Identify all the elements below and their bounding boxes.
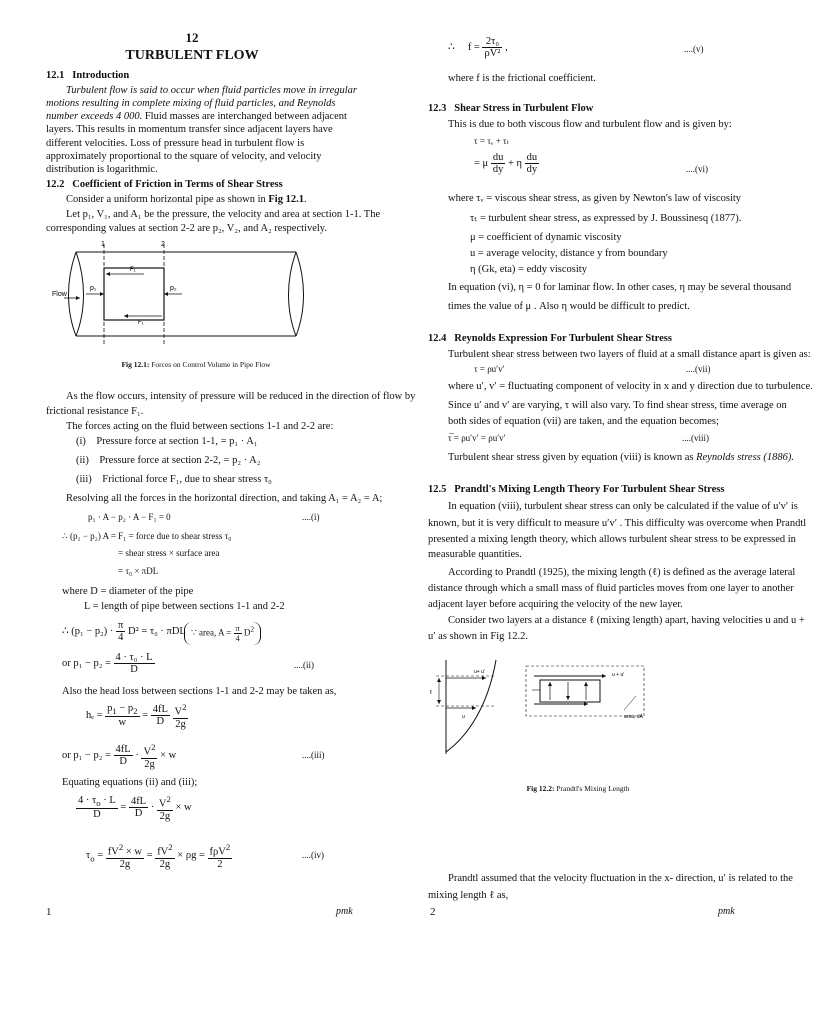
equation-3-number: ....(iii) (302, 750, 325, 760)
where-viscous: where τᵥ = viscous shear stress, as given by Newton's law of viscosity (448, 193, 742, 204)
paragraph-fluctuating: where u′, v′ = fluctuating component of velocity in x and y direction due to turbulence. (448, 381, 813, 392)
paragraph-mixing-a: In equation (viii), turbulent shear stress can only be calculated if the value of u′v′ is (448, 501, 798, 512)
eq-mid: D² = τ₀ · πDL (127, 625, 186, 637)
intro-text-3: layers have different velocities. Loss of pressure head in turbulent flow is approximately (46, 124, 333, 162)
paragraph-mixing-b: known, but it is very difficult to measure u′v′ . This difficulty was overcome when Prandtl (428, 518, 807, 529)
paragraph-corresponding: corresponding values at section 2-2 are p₂, V₂, and A₂ respectively. (46, 223, 327, 234)
section-number: 12.3 (428, 103, 447, 114)
paragraph-flow-occurs: As the flow occurs, intensity of pressure will be reduced in the direction of flow by (66, 391, 416, 402)
section-number: 12.4 (428, 333, 447, 344)
equation-5: ∴ f = $\frac{\text{2τ₀}}{\text{ρV²}}$ , (448, 36, 508, 59)
equation-1c: = shear stress × surface area (118, 548, 220, 558)
p2-label: p₂ (170, 285, 177, 292)
chapter-number: 12 (185, 30, 199, 45)
text: . (303, 194, 307, 205)
where-eta: η (Gk, eta) = eddy viscosity (470, 264, 587, 275)
control-volume (104, 268, 164, 320)
note-text: ∵ area, A = (191, 627, 232, 638)
paragraph-resolving: Resolving all the forces in the horizontal direction, and taking A₁ = A₂ = A; (66, 493, 383, 504)
page-number: 1 (46, 906, 52, 918)
flow-label: Flow (52, 291, 67, 298)
where-u: u = average velocity, distance y from boundary (470, 248, 668, 259)
eq-numerator: 4 · τ₀ · L (115, 652, 153, 663)
intro-text-1: Fluid masses are (144, 111, 215, 123)
equation-4: $\tau_o$ = $\frac{fV^2 \times w}{2g}$ = $\frac{fV^2}{2g}$ × ρg = $\frac{f\rho V^2}{2}$ (86, 842, 231, 870)
equation-1-number: ....(i) (302, 512, 320, 522)
area-note: ∵ area, A = $\frac{\pi}{4}$ $D^2$ (184, 622, 261, 645)
pi-over-4: $\frac{\pi}{4}$ (118, 620, 124, 643)
paragraph-prandtl-c: adjacent layer before acquiring the velocity of the new layer. (428, 599, 683, 610)
equation-6b: = μ $\frac{du}{dy}$ + η $\frac{du}{dy}$ (474, 152, 538, 175)
paragraph-forces-acting: The forces acting on the fluid between sections 1-1 and 2-2 are: (66, 421, 334, 432)
label-u: u (462, 714, 465, 720)
item-number: (iii) (76, 474, 92, 485)
paragraph-prandtl-assumed-a: Prandtl assumed that the velocity fluctuation in the x- direction, u′ is related to the (448, 873, 793, 884)
page-number: 2 (430, 906, 436, 918)
section-12-2-heading (46, 179, 283, 190)
caption-text: Prandtl's Mixing Length (554, 784, 630, 793)
equation-6-number: ....(vi) (686, 164, 708, 174)
paragraph-laminar-b: times the value of μ . Also η would be difficult to predict. (448, 301, 690, 312)
paragraph-consider-pipe (66, 193, 307, 206)
intro-paragraph (46, 84, 358, 176)
eq-lhs: or p₁ − p₂ = (62, 750, 111, 762)
term-reynolds-stress: Reynolds stress (1886). (696, 452, 794, 463)
equation-head-loss: hₑ = $\frac{p_1 - p_2}{w}$ = $\frac{4fL}{D}$ $\frac{V^2}{2g}$ (86, 702, 187, 730)
pipe-left-break-inner (76, 252, 84, 336)
paragraph-prandtl-a: According to Prandtl (1925), the mixing length (ℓ) is defined as the average lateral (448, 567, 796, 578)
eq-lhs: f = (467, 41, 480, 53)
eq-lhs: or p₁ − p₂ = (62, 657, 111, 669)
equation-1d: = τ₀ × πDL (118, 566, 159, 576)
paragraph-since-b: both sides of equation (vii) are taken, and the equation becomes; (448, 416, 719, 427)
figure-reference[interactable]: Fig 12.1 (268, 194, 304, 205)
paragraph-shear-both: This is due to both viscous flow and turbulent flow and is given by: (448, 119, 732, 130)
paragraph-equating: Equating equations (ii) and (iii); (62, 777, 198, 788)
equation-equating: $\frac{4 \cdot \tau_o \cdot L}{D}$ = $\frac{4fL}{D}$ · $\frac{V^2}{2g}$ × w (78, 794, 192, 822)
fluid-element (540, 680, 600, 702)
where-frictional: where f is the frictional coefficient. (448, 73, 596, 84)
equation-7: τ = ρu′v′ (474, 364, 505, 374)
paragraph-frictional: frictional resistance F₁. (46, 406, 144, 417)
f1-top-label: F₁ (130, 267, 136, 273)
chapter-title: TURBULENT FLOW (125, 48, 259, 63)
paragraph-laminar-a: In equation (vi), η = 0 for laminar flow. In other cases, η may be several thousand (448, 282, 792, 293)
caption-label: Fig 12.2: (526, 784, 555, 793)
caption-text: Forces on Control Volume in Pipe Flow (149, 360, 271, 369)
equation-5-number: ....(v) (684, 44, 704, 54)
item-number: (i) (76, 436, 86, 447)
paragraph-reynolds-stress (448, 451, 794, 464)
eq-numerator: 2τ₀ (482, 36, 502, 48)
paragraph-let-p1: Let p₁, V₁, and A₁ be the pressure, the velocity and area at section 1-1. The (66, 209, 381, 220)
item-text: Frictional force F₁, due to shear stress τ₀ (102, 474, 272, 485)
paragraph-two-layers-b: u′ as shown in Fig 12.2. (428, 631, 529, 642)
page-footer-mark: pmk (336, 906, 353, 917)
force-item-1 (76, 435, 258, 448)
eq-denominator: D (130, 664, 138, 675)
intro-definition: Turbulent flow is said to occur when fluid particles move in irregular motions resulting in complete mixing of fluid particles, and Reynolds number exceeds 4 000. (46, 85, 357, 123)
item-text: Pressure force at section 1-1, = p₁ · A₁ (96, 436, 258, 447)
equation-2 (62, 652, 155, 675)
eq-lhs: hₑ = (86, 710, 103, 722)
f1-bottom-label: F₁ (138, 320, 144, 326)
section-number: 12.1 (46, 70, 65, 81)
intro-text-4: proportional to the square of velocity, and velocity distribution is logarithmic. (46, 150, 322, 175)
paragraph-prandtl-b: distance through which a small mass of fluid particles moves from one layer to another (428, 583, 794, 594)
text: Turbulent shear stress given by equation (viii) is known as (448, 452, 694, 463)
section-title: Reynolds Expression For Turbulent Shear Stress (454, 333, 672, 344)
pipe-left-break (69, 252, 77, 336)
label-area: area, dA (624, 714, 643, 720)
pipe-right-break (289, 252, 297, 336)
section-2-label: 2 (161, 241, 165, 248)
equation-area (62, 620, 186, 643)
force-item-3 (76, 473, 272, 486)
figure-12-1-caption (46, 360, 346, 369)
therefore-symbol: ∴ (448, 41, 455, 53)
section-number: 12.5 (428, 484, 447, 495)
item-text: Pressure force at section 2-2, = p₂ · A₂ (99, 455, 261, 466)
force-item-2 (76, 454, 260, 467)
where-diameter: where D = diameter of the pipe (62, 586, 194, 597)
caption-label: Fig 12.1: (121, 360, 150, 369)
label-l: ℓ (430, 690, 432, 696)
pipe-flow-figure (46, 240, 346, 350)
mixing-region-box (526, 666, 644, 716)
mixing-length-figure (428, 656, 688, 756)
intro-text-2: interchanged between adjacent layers. This results in momentum transfer since adjacent (46, 111, 347, 136)
section-title: Shear Stress in Turbulent Flow (454, 103, 594, 114)
right-page (384, 0, 813, 1024)
label-u-plus-right: u + u′ (612, 672, 625, 678)
paragraph-since-a: Since u′ and v′ are varying, τ will also vary. To find shear stress, time average on (448, 400, 787, 411)
equation-1b: ∴ (p₁ − p₂) A = F₁ = force due to shear stress τ₀ (62, 531, 232, 541)
figure-12-2-caption (428, 784, 728, 793)
section-1-label: 1 (101, 241, 105, 248)
label-u-plus: u+ u′ (474, 669, 485, 675)
where-mu: μ = coefficient of dynamic viscosity (470, 232, 622, 243)
section-title: Introduction (72, 70, 130, 81)
section-12-3-heading (428, 103, 593, 114)
eq-lhs: ∴ (p₁ − p₂) · (62, 625, 114, 637)
paragraph-mixing-d: measurable quantities. (428, 549, 522, 560)
section-title: Prandtl's Mixing Length Theory For Turbulent Shear Stress (454, 484, 725, 495)
paragraph-two-layers-a: Consider two layers at a distance ℓ (mixing length) apart, having velocities u and u + (448, 615, 805, 626)
eq-denominator: ρV² (484, 48, 501, 59)
equation-7-number: ....(vii) (686, 364, 711, 374)
equation-4-number: ....(iv) (302, 850, 324, 860)
paragraph-turbulent-shear: Turbulent shear stress between two layers of fluid at a small distance apart is given as: (448, 349, 811, 360)
section-number: 12.2 (46, 179, 65, 190)
text: Consider a uniform horizontal pipe as shown in (66, 194, 266, 205)
section-12-5-heading (428, 484, 724, 495)
equation-3: or p₁ − p₂ = $\frac{4fL}{D}$ · $\frac{V^2}{2g}$ × w (62, 742, 177, 770)
area-leader (624, 696, 636, 710)
paragraph-prandtl-assumed-b: mixing length ℓ as, (428, 890, 509, 901)
paragraph-mixing-c: presented a mixing length theory, which allows turbulent shear stress to be expressed in (428, 534, 796, 545)
equation-1: p₁ · A − p₂ · A − F₁ = 0 (88, 512, 171, 522)
where-turbulent: τₜ = turbulent shear stress, as expressed by J. Boussinesq (1877). (470, 213, 742, 224)
section-title: Coefficient of Friction in Terms of Shear Stress (72, 179, 283, 190)
equation-2-number: ....(ii) (294, 660, 314, 670)
section-12-4-heading (428, 333, 672, 344)
where-length: L = length of pipe between sections 1-1 and 2-2 (84, 601, 285, 612)
equation-6a: τ = τᵥ + τₜ (474, 136, 510, 146)
paragraph-head-loss: Also the head loss between sections 1-1 and 2-2 may be taken as, (62, 686, 337, 697)
page-footer-mark: pmk (718, 906, 735, 917)
pipe-right-break-outer (296, 252, 304, 336)
item-number: (ii) (76, 455, 89, 466)
section-12-1-heading (46, 70, 129, 81)
equation-8: τ̅ = ρu′v′ = ρu′v′ (448, 433, 506, 443)
p1-label: p₁ (90, 285, 97, 292)
equation-8-number: ....(viii) (682, 433, 709, 443)
